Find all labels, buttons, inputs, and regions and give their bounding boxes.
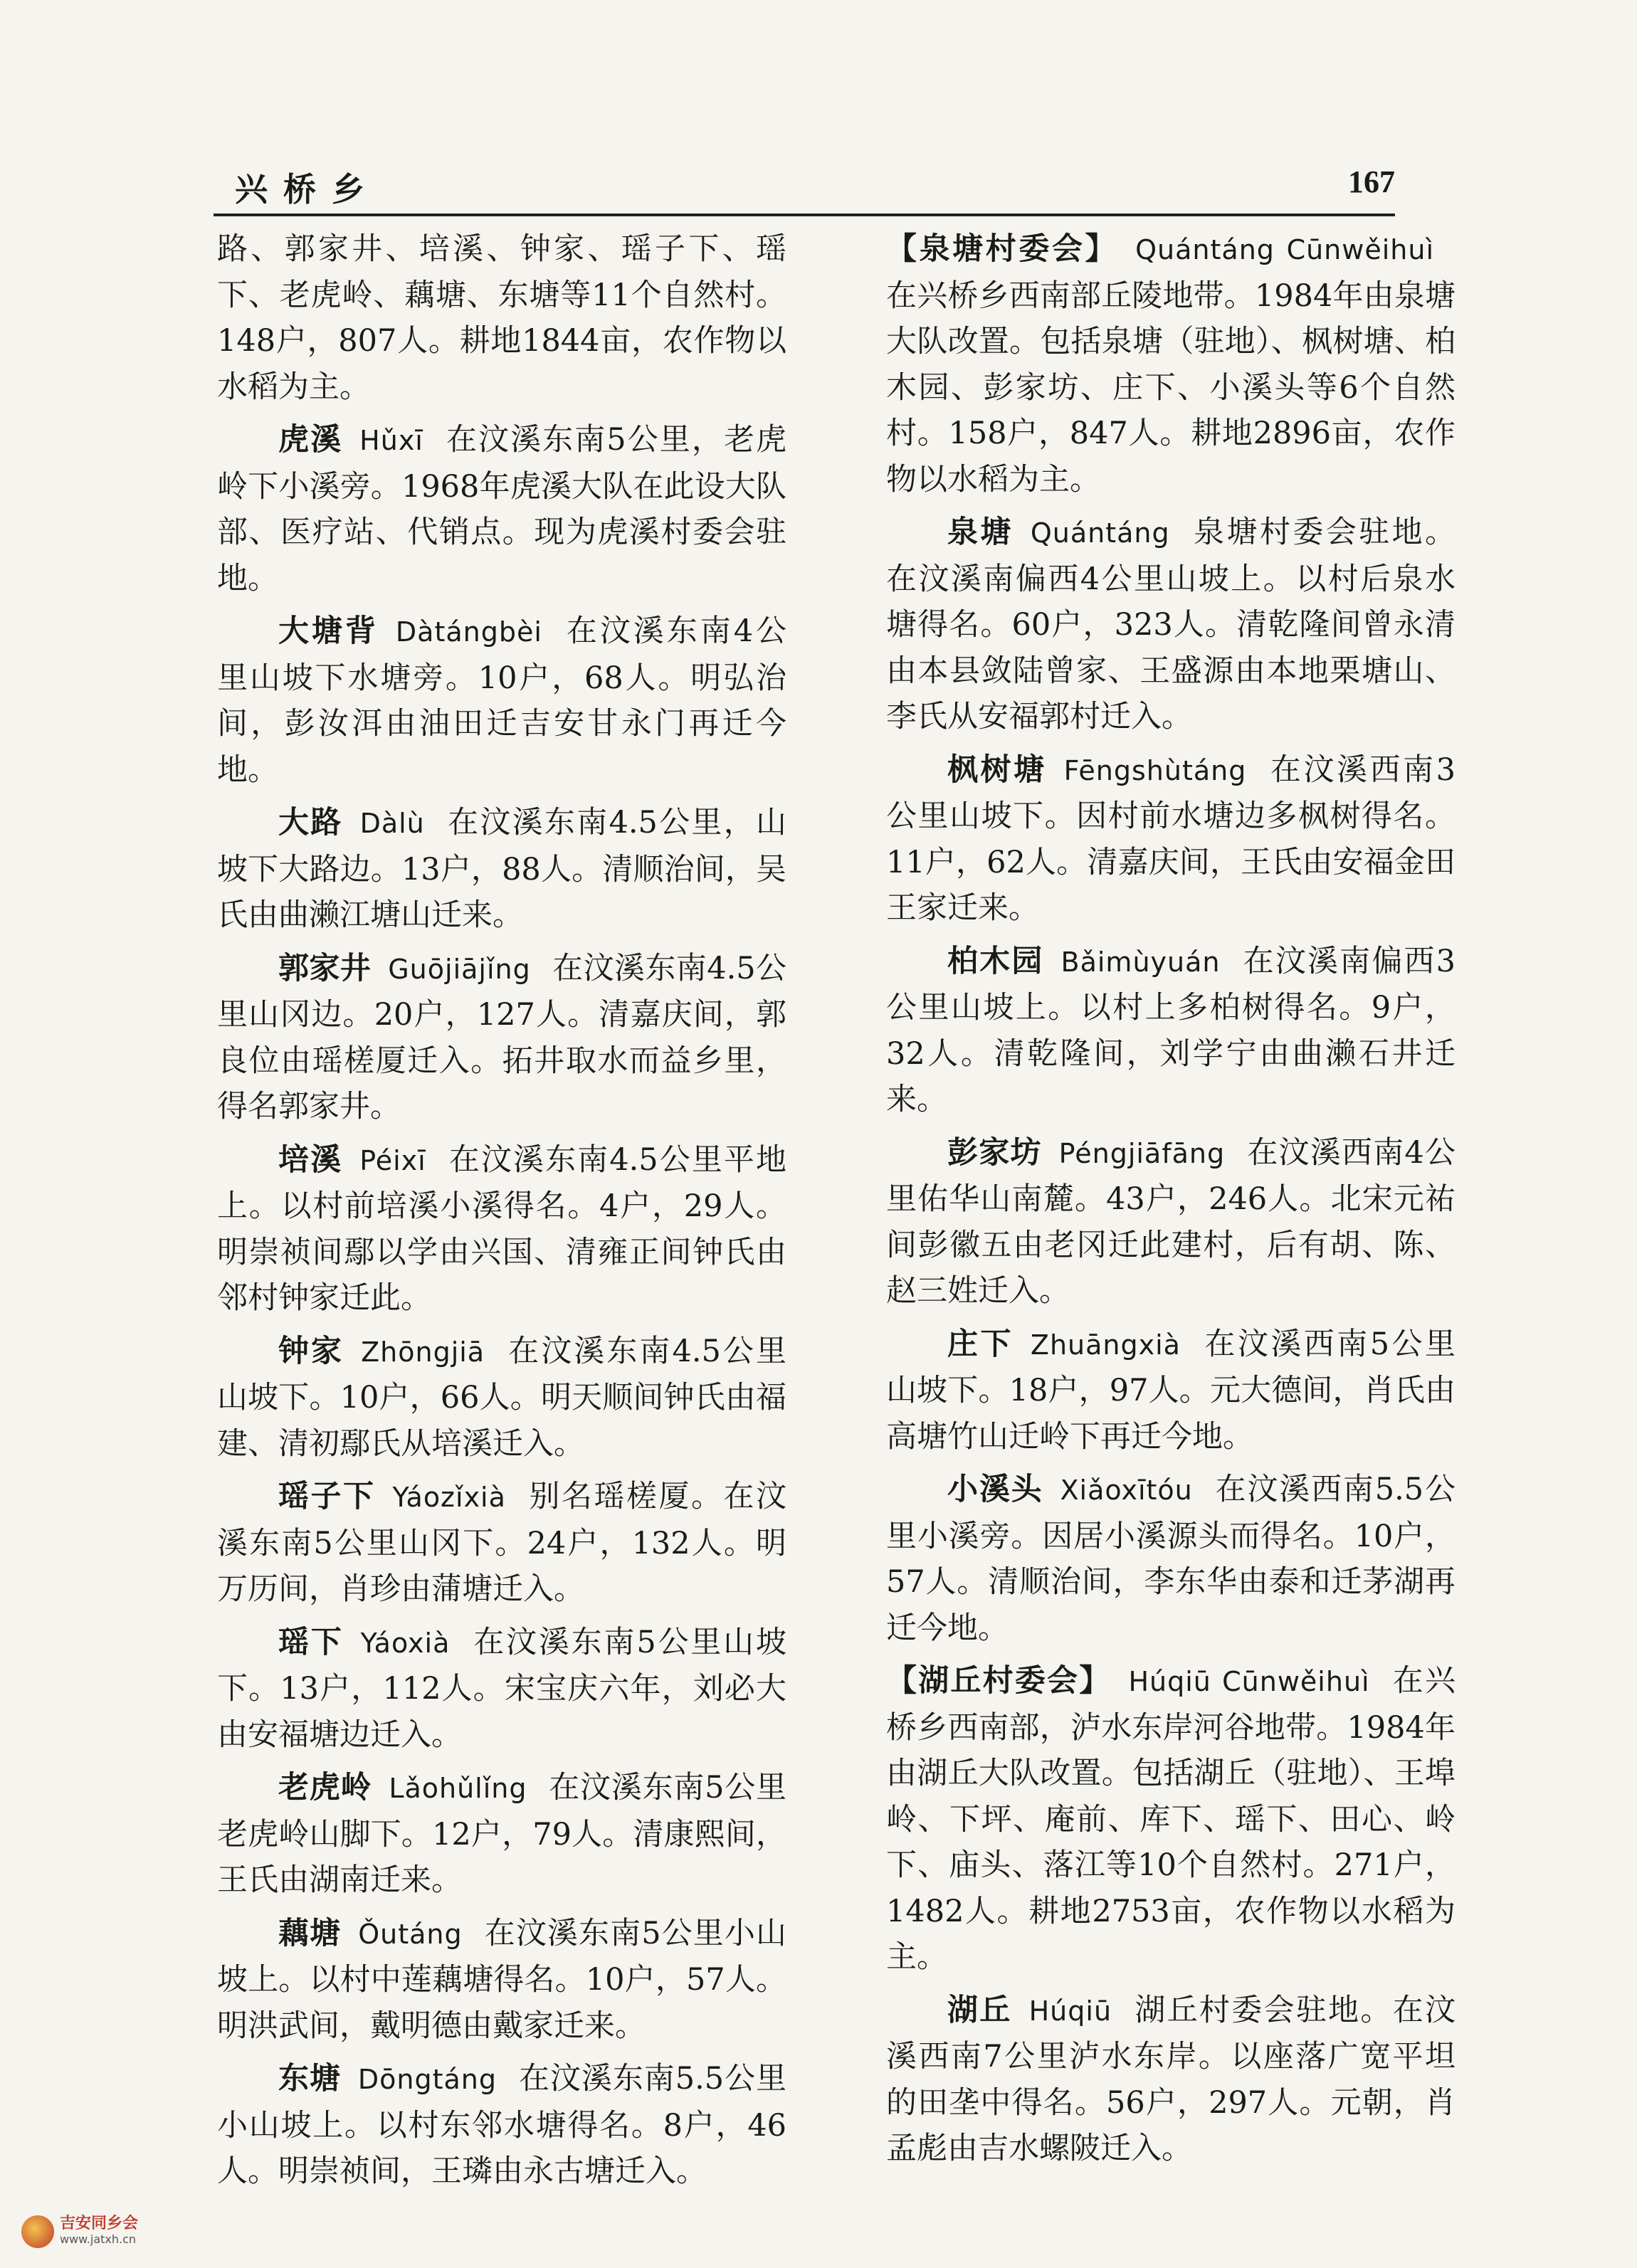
entry-pinyin: Ǒutáng (358, 1918, 463, 1950)
village-entry (217, 800, 786, 939)
village-entry (217, 1137, 786, 1322)
entry-pinyin: Péngjiāfāng (1058, 1137, 1226, 1169)
village-entry (217, 1620, 786, 1758)
entry-name: 虎溪 (278, 422, 343, 458)
committee-entry (886, 226, 1456, 502)
entry-text: 在汶溪西南3公里山坡下。因村前水塘边多枫树得名。11户，62人。清嘉庆间，王氏由安福金田王家迁来。 (886, 751, 1456, 926)
entry-pinyin: Hǔxī (359, 425, 423, 456)
left-column (217, 226, 786, 2202)
entry-name: 庄下 (947, 1326, 1014, 1362)
page-header (214, 149, 1395, 221)
entry-pinyin: Zhōngjiā (361, 1336, 485, 1368)
header-rule (214, 213, 1395, 216)
entry-name: 瑶子下 (278, 1479, 376, 1514)
entry-name: 【泉塘村委会】 (886, 231, 1119, 267)
entry-pinyin: Fēngshùtáng (1063, 754, 1247, 786)
entry-name: 钟家 (278, 1333, 344, 1369)
entry-text: 别名瑶槎厦。在汶溪东南5公里山冈下。24户，132人。明万历间，肖珍由蒲塘迁入。 (217, 1479, 787, 1607)
entry-text: 在汶溪东南4.5公里山冈边。20户，127人。清嘉庆间，郭良位由瑶槎厦迁入。拓井取水而益乡里，得名郭家井。 (217, 950, 786, 1124)
section-title: 兴桥乡 (235, 170, 380, 209)
entry-pinyin: Zhuāngxià (1030, 1329, 1181, 1361)
entry-text: 在汶溪西南5公里山坡下。18户，97人。元大德间，肖氏由高塘竹山迁岭下再迁今地。 (886, 1326, 1456, 1455)
entry-text: 在汶溪东南4.5公里平地上。以村前培溪小溪得名。4户，29人。明崇祯间鄢以学由兴国、清雍正间钟氏由邻村钟家迁此。 (217, 1141, 787, 1316)
entry-text: 在汶溪西南4公里佑华山南麓。43户，246人。北宋元祐间彭徽五由老冈迁此建村，后有胡、陈、赵三姓迁入。 (886, 1134, 1456, 1309)
entry-text: 在汶溪东南4.5公里山坡下。10户，66人。明天顺间钟氏由福建、清初鄢氏从培溪迁入。 (217, 1333, 786, 1462)
village-entry (217, 1911, 786, 2050)
entry-text: 在兴桥乡西南部丘陵地带。1984年由泉塘大队改置。包括泉塘（驻地）、枫树塘、柏木园、彭家坊、庄下、小溪头等6个自然村。158户，847人。耕地2896亩，农作物以水稻为主。 (886, 278, 1456, 497)
village-entry (886, 939, 1456, 1123)
entry-pinyin: Dàtángbèi (395, 616, 542, 648)
entry-name: 大塘背 (278, 613, 379, 649)
village-entry (217, 1474, 786, 1613)
entry-pinyin: Péixī (359, 1144, 426, 1176)
entry-name: 郭家井 (278, 950, 372, 986)
page-number: 167 (1348, 164, 1395, 199)
village-entry (217, 417, 786, 601)
entry-text: 在汶溪东南5公里老虎岭山脚下。12户，79人。清康熙间，王氏由湖南迁来。 (217, 1770, 787, 1898)
entry-text: 在汶溪东南5公里，老虎岭下小溪旁。1968年虎溪大队在此设大队部、医疗站、代销点。现为虎溪村委会驻地。 (217, 422, 787, 596)
entry-text: 在汶溪西南5.5公里小溪旁。因居小溪源头而得名。10户，57人。清顺治间，李东华由泰和迁茅湖再迁今地。 (886, 1472, 1456, 1646)
entry-pinyin: Guōjiājǐng (388, 953, 531, 985)
village-entry (217, 946, 786, 1130)
entry-text: 在汶溪东南5公里山坡下。13户，112人。宋宝庆六年，刘必大由安福塘边迁入。 (217, 1624, 787, 1753)
entry-text: 路、郭家井、培溪、钟家、瑶子下、瑶下、老虎岭、藕塘、东塘等11个自然村。148户，807人。耕地1844亩，农作物以水稻为主。 (217, 231, 786, 405)
village-entry (217, 2056, 786, 2195)
watermark (21, 2215, 138, 2248)
entry-text: 在汶溪东南5.5公里小山坡上。以村东邻水塘得名。8户，46人。明崇祯间，王璘由永古塘迁入。 (217, 2061, 786, 2189)
entry-text: 在兴桥乡西南部，泸水东岸河谷地带。1984年由湖丘大队改置。包括湖丘（驻地）、王埠岭、下坪、庵前、库下、瑶下、田心、岭下、庙头、落江等10个自然村。271户，1482人。耕地2753亩，农作物以水稻为主。 (886, 1663, 1456, 1975)
entry-name: 藕塘 (278, 1915, 342, 1951)
entry-pinyin: Dōngtáng (357, 2064, 498, 2095)
entry-pinyin: Yáozǐxià (392, 1482, 506, 1513)
entry-name: 枫树塘 (947, 751, 1047, 788)
entry-name: 老虎岭 (278, 1770, 372, 1805)
entry-name: 瑶下 (278, 1624, 344, 1660)
village-entry (886, 1322, 1456, 1460)
entry-text: 泉塘村委会驻地。在汶溪南偏西4公里山坡上。以村后泉水塘得名。60户，323人。清乾隆间曾永清由本县敛陆曾家、王盛源由本地栗塘山、李氏从安福郭村迁入。 (886, 515, 1456, 734)
entry-pinyin: Xiǎoxītóu (1060, 1475, 1193, 1506)
village-entry (886, 747, 1456, 932)
entry-text: 湖丘村委会驻地。在汶溪西南7公里泸水东岸。以座落广宽平坦的田垄中得名。56户，297人。元朝，肖孟彪由吉水螺陂迁入。 (886, 1992, 1456, 2166)
entry-pinyin: Bǎimùyuán (1060, 946, 1221, 978)
watermark-url: www.jatxh.cn (60, 2232, 137, 2246)
entry-name: 培溪 (278, 1141, 343, 1178)
entry-name: 大路 (278, 805, 343, 840)
entry-name: 东塘 (278, 2061, 341, 2096)
village-entry (886, 1988, 1456, 2172)
right-column (886, 226, 1456, 2179)
entry-name: 柏木园 (947, 943, 1044, 979)
entry-pinyin: Dàlù (359, 808, 425, 839)
entry-pinyin: Quántáng Cūnwěihuì (1135, 234, 1435, 265)
entry-text: 在汶溪东南4.5公里，山坡下大路边。13户，88人。清顺治间，吴氏由曲濑江塘山迁来。 (217, 805, 787, 933)
entry-text: 在汶溪东南4公里山坡下水塘旁。10户，68人。明弘治间，彭汝洱由油田迁吉安甘永门再迁今地。 (217, 613, 787, 788)
entry-name: 泉塘 (947, 515, 1014, 550)
watermark-logo-icon (21, 2215, 54, 2248)
entry-pinyin: Lǎohǔlǐng (389, 1773, 527, 1804)
village-entry (217, 608, 786, 793)
continued-paragraph (217, 226, 786, 410)
village-entry (217, 1329, 786, 1467)
entry-name: 湖丘 (947, 1992, 1012, 2028)
entry-text: 在汶溪南偏西3公里山坡上。以村上多柏树得名。9户，32人。清乾隆间，刘学宁由曲濑石井迁来。 (886, 943, 1456, 1117)
entry-name: 小溪头 (947, 1472, 1043, 1507)
entry-name: 彭家坊 (947, 1134, 1042, 1171)
watermark-title: 吉安同乡会 (60, 2215, 139, 2232)
village-entry (217, 1765, 786, 1904)
entry-pinyin: Húqiū (1028, 1995, 1112, 2027)
entry-name: 【湖丘村委会】 (886, 1663, 1112, 1699)
entry-pinyin: Yáoxià (360, 1627, 451, 1659)
village-entry (886, 1130, 1456, 1314)
village-entry (886, 510, 1456, 740)
entry-text: 在汶溪东南5公里小山坡上。以村中莲藕塘得名。10户，57人。明洪武间，戴明德由戴家迁来。 (217, 1915, 787, 2044)
entry-pinyin: Quántáng (1030, 517, 1170, 549)
entry-pinyin: Húqiū Cūnwěihuì (1128, 1666, 1370, 1697)
village-entry (886, 1467, 1456, 1651)
committee-entry (886, 1658, 1456, 1980)
